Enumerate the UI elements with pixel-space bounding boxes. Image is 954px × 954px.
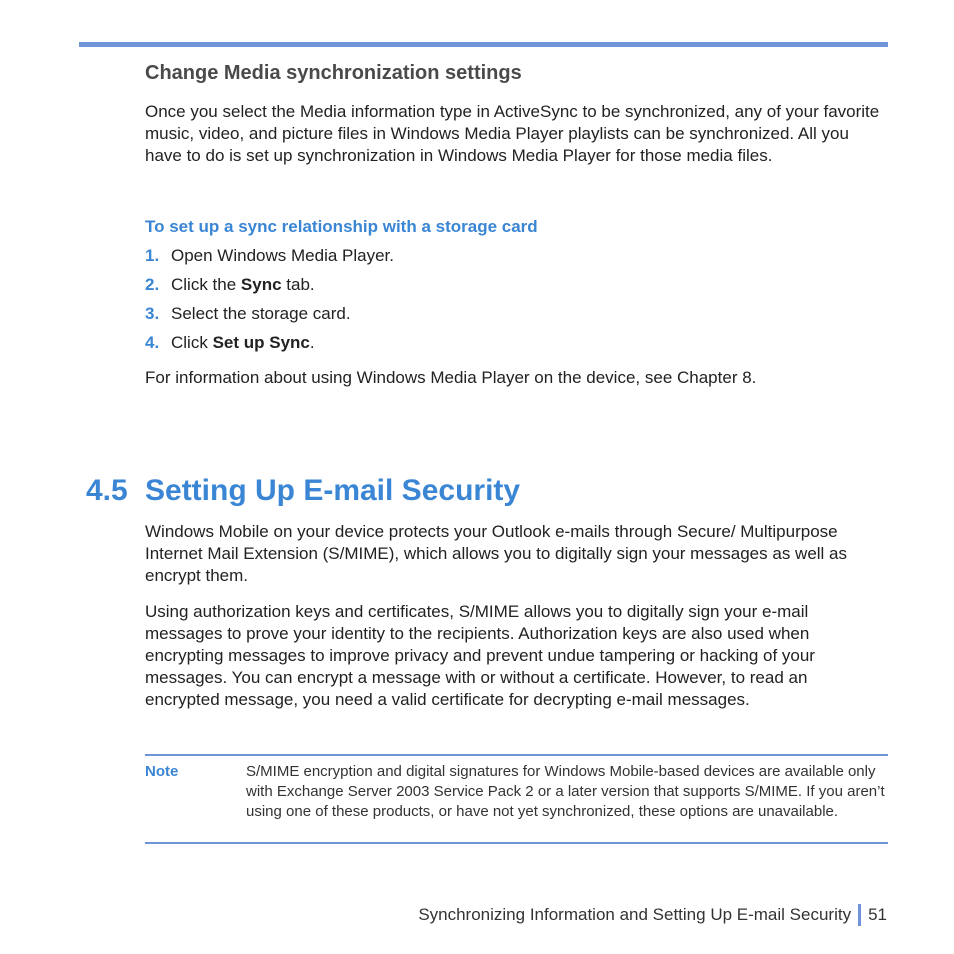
step-text: Select the storage card. [171, 304, 351, 323]
note-box [145, 754, 888, 844]
step-text: Open Windows Media Player. [171, 246, 394, 265]
footer-separator [858, 904, 861, 926]
top-rule [79, 42, 888, 47]
step-ui-term: Sync [240, 275, 282, 294]
step-text: . [309, 333, 315, 352]
step-text: Click the [171, 275, 241, 294]
step-number: 3. [145, 304, 160, 323]
step-text: tab. [281, 275, 315, 294]
procedure-footnote: For information about using Windows Media Player on the device, see Chapter 8. [145, 368, 757, 387]
section-intro: Once you select the Media information type in ActiveSync to be synchronized, any of your favorite music, video, and picture files in Windows Media Player playlists can be synchronized. All you have to do is set up synchronization in Windows Media Player for those media files. [145, 102, 880, 165]
section-heading: Change Media synchronization settings [145, 62, 522, 84]
note-text: S/MIME encryption and digital signatures for Windows Mobile-based devices are available only with Exchange Server 2003 Service Pack 2 or a later version that supports S/MIME. If you aren’t using one of these products, or have not yet synchronized, these options are unavailable. [246, 763, 885, 820]
chapter-number: 4.5 [86, 474, 128, 507]
chapter-title: Setting Up E-mail Security [145, 474, 521, 507]
page-footer [418, 904, 887, 926]
procedure-steps [145, 245, 394, 361]
chapter-heading [86, 474, 520, 508]
footer-chapter-title: Synchronizing Information and Setting Up E-mail Security [418, 905, 852, 924]
chapter-paragraph-2: Using authorization keys and certificates, S/MIME allows you to digitally sign your e-mail messages to prove your identity to the recipients. Authorization keys are also used when encrypting messages to improve privacy and prevent undue tampering or hacking of your messages. You can encrypt a message with or without a certificate. However, to read an encrypted message, you need a valid certificate for decrypting e-mail messages. [145, 602, 815, 709]
step-number: 4. [145, 333, 160, 352]
procedure-step [145, 332, 394, 361]
page-number: 51 [868, 905, 887, 924]
procedure-step [145, 245, 394, 274]
procedure-step [145, 303, 394, 332]
step-number: 1. [145, 246, 160, 265]
procedure-title: To set up a sync relationship with a storage card [145, 217, 538, 236]
chapter-paragraph-1: Windows Mobile on your device protects your Outlook e-mails through Secure/ Multipurpose Internet Mail Extension (S/MIME), which allows you to digitally sign your messages as well as encrypt them. [145, 522, 848, 585]
procedure-step [145, 274, 394, 303]
step-text: Click [171, 333, 213, 352]
note-label: Note [145, 763, 179, 780]
step-ui-term: Set up Sync [212, 333, 310, 352]
step-number: 2. [145, 275, 160, 294]
